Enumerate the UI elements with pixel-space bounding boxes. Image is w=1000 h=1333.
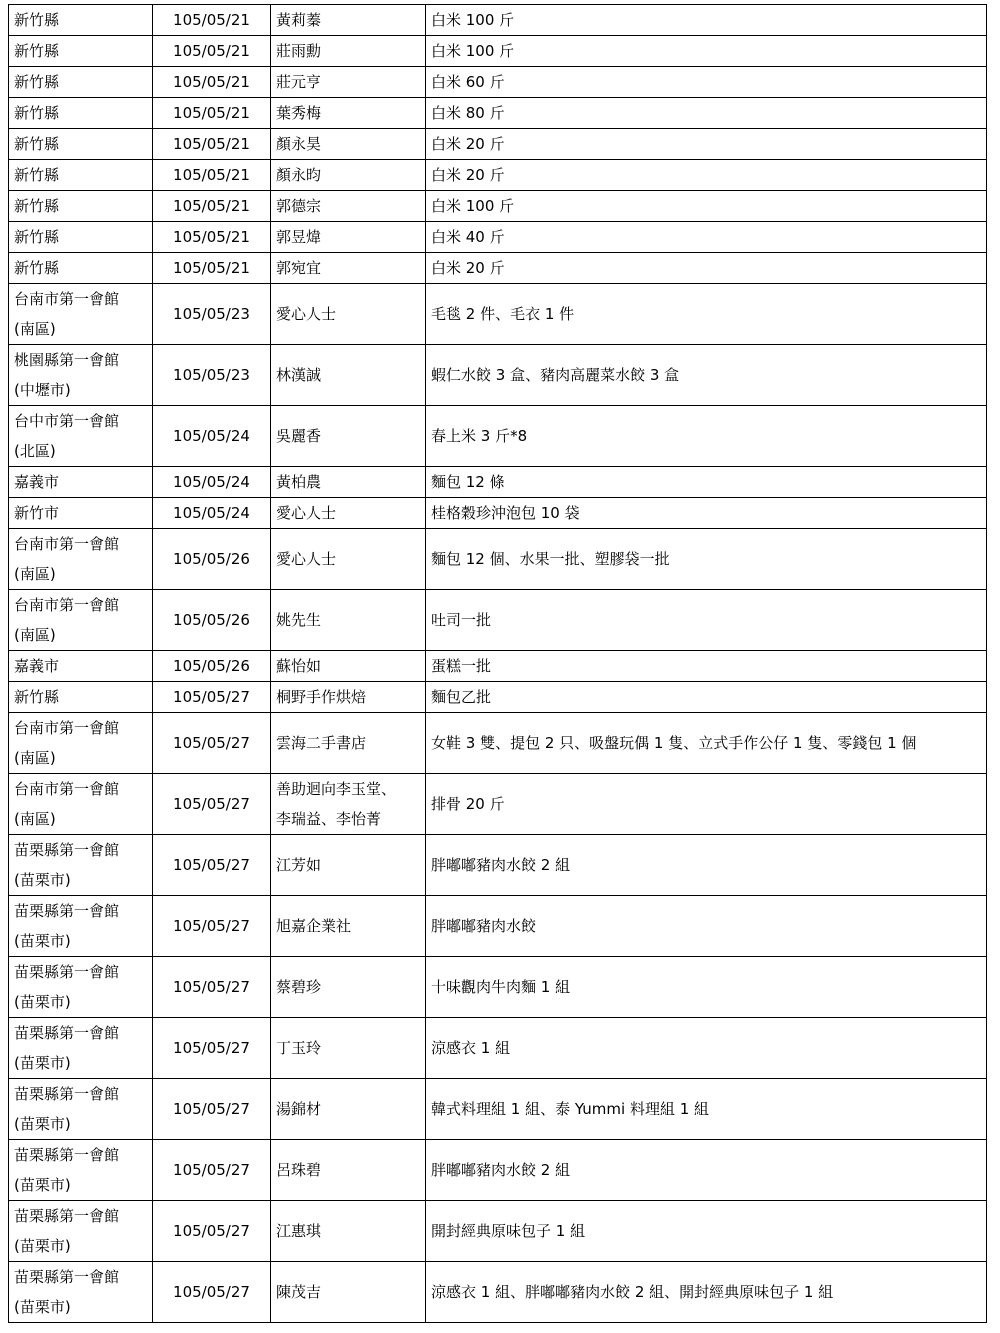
date-cell: 105/05/27: [153, 896, 271, 957]
location-line: 苗栗縣第一會館: [14, 1146, 120, 1164]
location-line: 新竹市: [14, 504, 60, 522]
location-cell: [9, 160, 153, 191]
location-cell: [9, 682, 153, 713]
date-cell: 105/05/21: [153, 191, 271, 222]
location-cell: [9, 5, 153, 36]
donor-cell: [271, 651, 426, 682]
items-cell: 開封經典原味包子 1 組: [426, 1201, 987, 1262]
location-line: 新竹縣: [14, 135, 60, 153]
table-row: [9, 896, 987, 957]
location-line: 台南市第一會館: [14, 780, 120, 798]
location-line: (南區): [14, 626, 56, 644]
table-row: [9, 129, 987, 160]
date-cell: 105/05/21: [153, 222, 271, 253]
donor-cell: [271, 191, 426, 222]
location-line: (苗栗市): [14, 932, 71, 950]
donor-line: 丁玉玲: [276, 1039, 322, 1057]
location-line: 新竹縣: [14, 259, 60, 277]
items-cell: 白米 100 斤: [426, 36, 987, 67]
items-cell: 麵包 12 個、水果一批、塑膠袋一批: [426, 529, 987, 590]
table-row: [9, 835, 987, 896]
donor-line: 陳茂吉: [276, 1283, 322, 1301]
donor-cell: [271, 1018, 426, 1079]
location-line: 台南市第一會館: [14, 290, 120, 308]
donor-cell: [271, 284, 426, 345]
location-line: (北區): [14, 442, 56, 460]
date-cell: 105/05/27: [153, 1262, 271, 1323]
table-row: [9, 682, 987, 713]
location-line: (南區): [14, 320, 56, 338]
location-line: (苗栗市): [14, 1298, 71, 1316]
items-cell: 白米 20 斤: [426, 160, 987, 191]
items-cell: 胖嘟嘟豬肉水餃 2 組: [426, 1140, 987, 1201]
donor-cell: [271, 222, 426, 253]
date-cell: 105/05/21: [153, 129, 271, 160]
location-line: 新竹縣: [14, 228, 60, 246]
table-row: [9, 67, 987, 98]
date-cell: 105/05/21: [153, 36, 271, 67]
location-line: (苗栗市): [14, 1115, 71, 1133]
table-row: [9, 529, 987, 590]
date-cell: 105/05/27: [153, 774, 271, 835]
location-cell: [9, 1079, 153, 1140]
location-line: 新竹縣: [14, 73, 60, 91]
donor-line: 莊雨勳: [276, 42, 322, 60]
location-line: 苗栗縣第一會館: [14, 841, 120, 859]
date-cell: 105/05/21: [153, 160, 271, 191]
table-row: [9, 5, 987, 36]
location-cell: [9, 284, 153, 345]
date-cell: 105/05/26: [153, 590, 271, 651]
items-cell: 排骨 20 斤: [426, 774, 987, 835]
table-row: [9, 345, 987, 406]
donor-line: 桐野手作烘焙: [276, 688, 367, 706]
location-line: (南區): [14, 749, 56, 767]
items-cell: 吐司一批: [426, 590, 987, 651]
location-cell: [9, 1201, 153, 1262]
table-row: [9, 1018, 987, 1079]
table-row: [9, 1140, 987, 1201]
donor-line: 吳麗香: [276, 427, 322, 445]
donor-cell: [271, 835, 426, 896]
location-cell: [9, 345, 153, 406]
location-line: 苗栗縣第一會館: [14, 1085, 120, 1103]
table-row: [9, 284, 987, 345]
location-line: 苗栗縣第一會館: [14, 1268, 120, 1286]
items-cell: 蝦仁水餃 3 盒、豬肉高麗菜水餃 3 盒: [426, 345, 987, 406]
items-cell: 麵包乙批: [426, 682, 987, 713]
location-line: 新竹縣: [14, 104, 60, 122]
items-cell: 麵包 12 條: [426, 467, 987, 498]
location-cell: [9, 406, 153, 467]
donor-line: 郭昱煒: [276, 228, 322, 246]
date-cell: 105/05/27: [153, 1140, 271, 1201]
donor-cell: [271, 1079, 426, 1140]
date-cell: 105/05/23: [153, 345, 271, 406]
location-cell: [9, 253, 153, 284]
donor-cell: [271, 590, 426, 651]
donor-line: 蔡碧珍: [276, 978, 322, 996]
items-cell: 白米 60 斤: [426, 67, 987, 98]
date-cell: 105/05/26: [153, 529, 271, 590]
table-row: [9, 36, 987, 67]
donor-cell: [271, 1262, 426, 1323]
donor-line: 林漢誠: [276, 366, 322, 384]
donor-line: 莊元亨: [276, 73, 322, 91]
items-cell: 蛋糕一批: [426, 651, 987, 682]
donor-cell: [271, 896, 426, 957]
location-cell: [9, 222, 153, 253]
location-cell: [9, 67, 153, 98]
location-line: (南區): [14, 810, 56, 828]
location-line: 嘉義市: [14, 657, 60, 675]
items-cell: 胖嘟嘟豬肉水餃 2 組: [426, 835, 987, 896]
location-line: 新竹縣: [14, 11, 60, 29]
location-line: 桃園縣第一會館: [14, 351, 120, 369]
donor-line: 李瑞益、李怡菁: [276, 810, 382, 828]
donor-cell: [271, 1201, 426, 1262]
donor-line: 愛心人士: [276, 550, 337, 568]
location-cell: [9, 957, 153, 1018]
location-line: (苗栗市): [14, 1054, 71, 1072]
location-line: 新竹縣: [14, 166, 60, 184]
items-cell: 白米 20 斤: [426, 129, 987, 160]
donor-cell: [271, 253, 426, 284]
table-row: [9, 498, 987, 529]
donor-line: 江芳如: [276, 856, 322, 874]
donor-line: 旭嘉企業社: [276, 917, 352, 935]
location-line: 苗栗縣第一會館: [14, 963, 120, 981]
donor-line: 呂珠碧: [276, 1161, 322, 1179]
location-cell: [9, 498, 153, 529]
location-line: (苗栗市): [14, 1176, 71, 1194]
location-line: 台南市第一會館: [14, 596, 120, 614]
location-line: 新竹縣: [14, 688, 60, 706]
location-cell: [9, 774, 153, 835]
location-cell: [9, 1140, 153, 1201]
donor-line: 葉秀梅: [276, 104, 322, 122]
donor-cell: [271, 67, 426, 98]
table-row: [9, 590, 987, 651]
items-cell: 涼感衣 1 組、胖嘟嘟豬肉水餃 2 組、開封經典原味包子 1 組: [426, 1262, 987, 1323]
location-line: 台南市第一會館: [14, 535, 120, 553]
donor-line: 郭宛宜: [276, 259, 322, 277]
donor-line: 顏永昀: [276, 166, 322, 184]
donor-cell: [271, 682, 426, 713]
table-row: [9, 1079, 987, 1140]
items-cell: 白米 40 斤: [426, 222, 987, 253]
items-cell: 女鞋 3 雙、提包 2 只、吸盤玩偶 1 隻、立式手作公仔 1 隻、零錢包 1 個: [426, 713, 987, 774]
items-cell: 白米 80 斤: [426, 98, 987, 129]
location-line: 台中市第一會館: [14, 412, 120, 430]
donor-line: 姚先生: [276, 611, 322, 629]
location-cell: [9, 896, 153, 957]
location-line: 台南市第一會館: [14, 719, 120, 737]
donor-line: 愛心人士: [276, 504, 337, 522]
date-cell: 105/05/21: [153, 253, 271, 284]
location-line: (苗栗市): [14, 993, 71, 1011]
date-cell: 105/05/21: [153, 98, 271, 129]
location-line: 苗栗縣第一會館: [14, 1024, 120, 1042]
donor-line: 顏永昊: [276, 135, 322, 153]
location-line: 苗栗縣第一會館: [14, 1207, 120, 1225]
location-line: (南區): [14, 565, 56, 583]
location-cell: [9, 713, 153, 774]
date-cell: 105/05/27: [153, 1201, 271, 1262]
table-row: [9, 713, 987, 774]
date-cell: 105/05/24: [153, 467, 271, 498]
location-cell: [9, 1018, 153, 1079]
date-cell: 105/05/21: [153, 5, 271, 36]
items-cell: 春上米 3 斤*8: [426, 406, 987, 467]
table-row: [9, 406, 987, 467]
location-cell: [9, 651, 153, 682]
table-row: [9, 191, 987, 222]
items-cell: 桂格穀珍沖泡包 10 袋: [426, 498, 987, 529]
location-cell: [9, 529, 153, 590]
donor-cell: [271, 529, 426, 590]
donor-cell: [271, 129, 426, 160]
donor-line: 善助迴向李玉堂、: [276, 780, 397, 798]
date-cell: 105/05/21: [153, 67, 271, 98]
location-cell: [9, 835, 153, 896]
date-cell: 105/05/27: [153, 835, 271, 896]
location-cell: [9, 1262, 153, 1323]
items-cell: 白米 20 斤: [426, 253, 987, 284]
location-cell: [9, 36, 153, 67]
location-line: (苗栗市): [14, 1237, 71, 1255]
date-cell: 105/05/27: [153, 682, 271, 713]
location-cell: [9, 129, 153, 160]
items-cell: 胖嘟嘟豬肉水餃: [426, 896, 987, 957]
donor-cell: [271, 160, 426, 191]
donor-cell: [271, 345, 426, 406]
donor-line: 黃莉蓁: [276, 11, 322, 29]
location-line: (苗栗市): [14, 871, 71, 889]
date-cell: 105/05/27: [153, 1018, 271, 1079]
donor-cell: [271, 713, 426, 774]
items-cell: 毛毯 2 件、毛衣 1 件: [426, 284, 987, 345]
table-row: [9, 957, 987, 1018]
donor-line: 黃柏農: [276, 473, 322, 491]
donor-cell: [271, 98, 426, 129]
donor-cell: [271, 957, 426, 1018]
date-cell: 105/05/23: [153, 284, 271, 345]
location-line: 苗栗縣第一會館: [14, 902, 120, 920]
date-cell: 105/05/27: [153, 713, 271, 774]
items-cell: 白米 100 斤: [426, 191, 987, 222]
donor-line: 江惠琪: [276, 1222, 322, 1240]
items-cell: 十味觀肉牛肉麵 1 組: [426, 957, 987, 1018]
location-line: 新竹縣: [14, 42, 60, 60]
table-row: [9, 1201, 987, 1262]
donor-cell: [271, 406, 426, 467]
location-cell: [9, 467, 153, 498]
donation-table-body: [9, 5, 987, 1323]
table-row: [9, 253, 987, 284]
date-cell: 105/05/27: [153, 957, 271, 1018]
items-cell: 白米 100 斤: [426, 5, 987, 36]
donor-cell: [271, 5, 426, 36]
location-line: 新竹縣: [14, 197, 60, 215]
donor-cell: [271, 498, 426, 529]
donor-line: 雲海二手書店: [276, 734, 367, 752]
location-line: 嘉義市: [14, 473, 60, 491]
table-row: [9, 98, 987, 129]
donor-cell: [271, 467, 426, 498]
date-cell: 105/05/27: [153, 1079, 271, 1140]
location-cell: [9, 191, 153, 222]
date-cell: 105/05/24: [153, 406, 271, 467]
table-row: [9, 651, 987, 682]
donor-cell: [271, 36, 426, 67]
donor-line: 愛心人士: [276, 305, 337, 323]
table-row: [9, 1262, 987, 1323]
location-line: (中壢市): [14, 381, 71, 399]
donor-line: 湯錦材: [276, 1100, 322, 1118]
location-cell: [9, 590, 153, 651]
table-row: [9, 467, 987, 498]
donation-table: [8, 4, 987, 1323]
date-cell: 105/05/24: [153, 498, 271, 529]
donor-cell: [271, 1140, 426, 1201]
table-row: [9, 160, 987, 191]
table-row: [9, 222, 987, 253]
date-cell: 105/05/26: [153, 651, 271, 682]
donor-cell: [271, 774, 426, 835]
donor-line: 蘇怡如: [276, 657, 322, 675]
items-cell: 涼感衣 1 組: [426, 1018, 987, 1079]
location-cell: [9, 98, 153, 129]
table-row: [9, 774, 987, 835]
items-cell: 韓式料理組 1 組、泰 Yummi 料理組 1 組: [426, 1079, 987, 1140]
donor-line: 郭德宗: [276, 197, 322, 215]
